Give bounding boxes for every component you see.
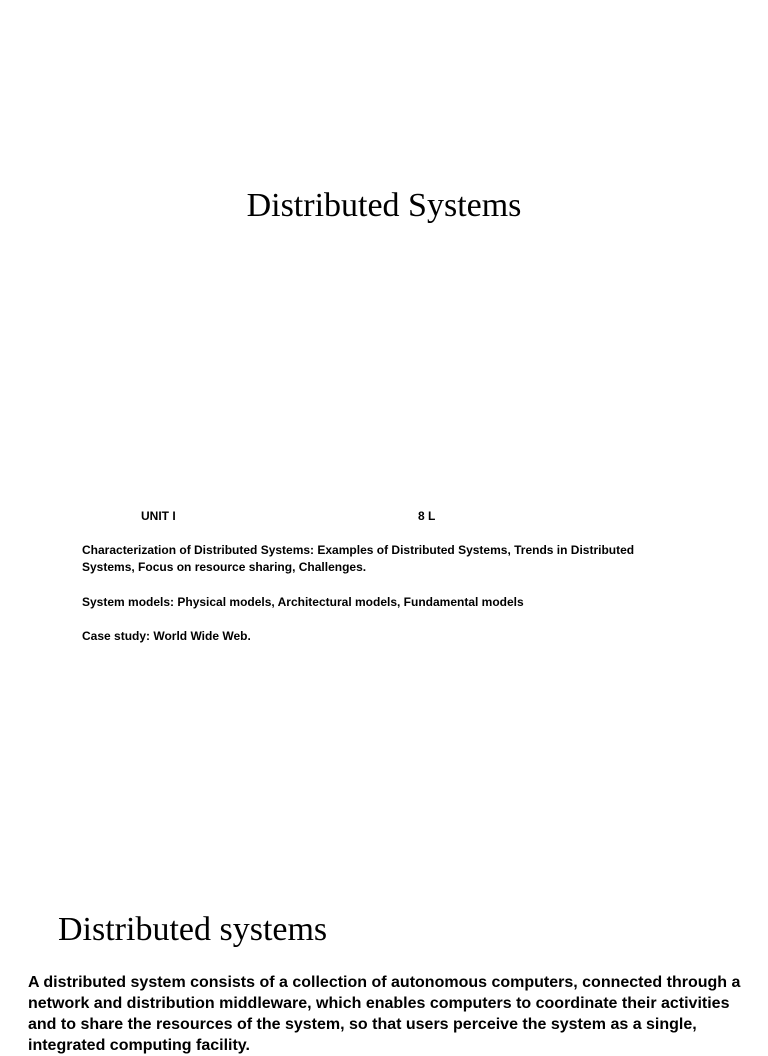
- unit-header: [0, 507, 768, 525]
- section-body-text: A distributed system consists of a collection of autonomous computers, connected through a network and distribution middleware, which enables computers to coordinate their activities and to share the resources of the system, so that users perceive the system as a single, integrated computing facility.: [28, 974, 741, 1054]
- unit-label: UNIT I: [141, 509, 176, 523]
- document-title: Distributed Systems: [246, 187, 522, 224]
- syllabus-paragraph: Characterization of Distributed Systems: Examples of Distributed Systems, Trends in Distributed Systems, Focus on resource sharing, Challenges.: [82, 543, 635, 574]
- section-heading: Distributed systems: [58, 911, 328, 948]
- syllabus-paragraph: System models: Physical models, Architectural models, Fundamental models: [82, 595, 524, 609]
- unit-hours: 8 L: [418, 509, 436, 523]
- syllabus-paragraph: Case study: World Wide Web.: [82, 629, 251, 643]
